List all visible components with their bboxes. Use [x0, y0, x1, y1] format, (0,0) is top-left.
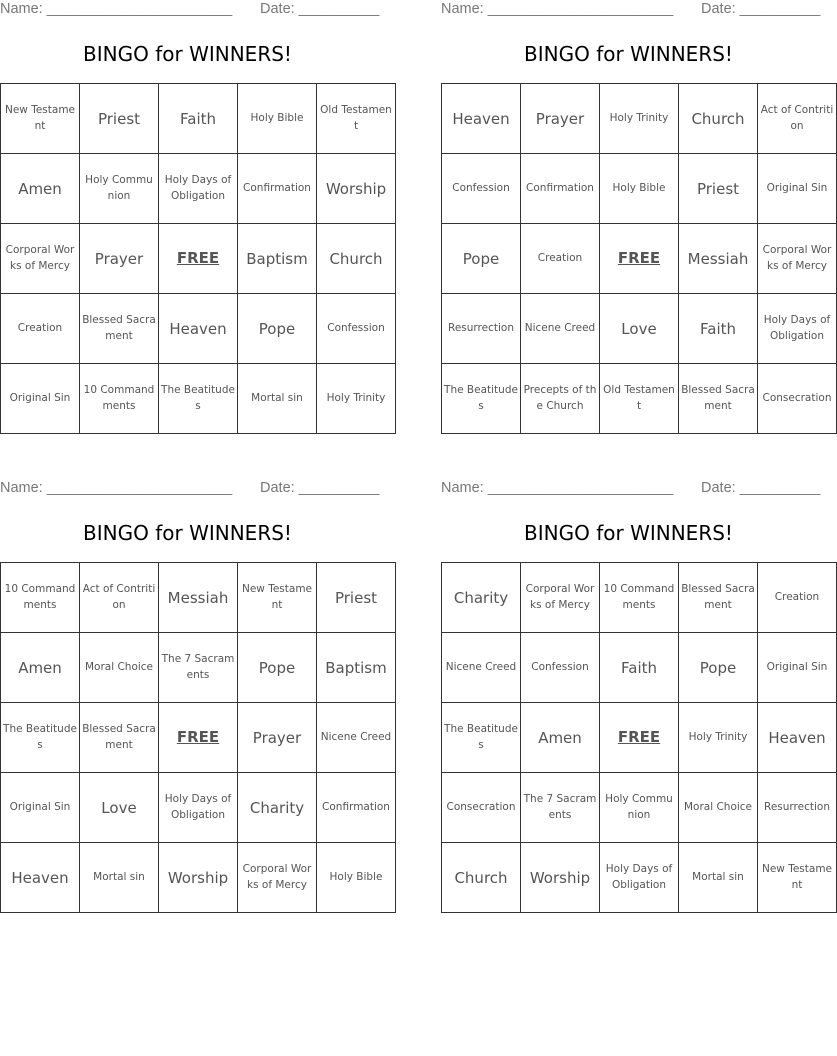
bingo-cell: The Beatitudes — [159, 364, 238, 434]
bingo-cell: Confirmation — [238, 154, 317, 224]
bingo-cell: Holy Days of Obligation — [159, 154, 238, 224]
bingo-cell: Act of Contrition — [758, 84, 837, 154]
bingo-cell: Creation — [1, 294, 80, 364]
date-field-label: Date: __________ — [701, 480, 821, 496]
bingo-cell: Precepts of the Church — [521, 364, 600, 434]
card-header — [441, 1, 821, 21]
bingo-cell: Holy Days of Obligation — [758, 294, 837, 364]
bingo-cell: Holy Bible — [317, 843, 396, 913]
bingo-row — [442, 364, 837, 434]
bingo-cell: Messiah — [159, 563, 238, 633]
bingo-cell: Love — [80, 773, 159, 843]
bingo-card — [441, 0, 834, 435]
date-field-label: Date: __________ — [701, 1, 821, 17]
bingo-row — [1, 84, 396, 154]
bingo-cell: Blessed Sacrament — [679, 563, 758, 633]
bingo-row — [442, 633, 837, 703]
bingo-cell: Worship — [159, 843, 238, 913]
bingo-cell: Original Sin — [758, 633, 837, 703]
bingo-cell: Church — [442, 843, 521, 913]
bingo-cell: Corporal Works of Mercy — [238, 843, 317, 913]
bingo-row — [442, 84, 837, 154]
bingo-row — [442, 843, 837, 913]
name-field-label: Name: _______________________ — [441, 1, 674, 17]
bingo-cell: Worship — [317, 154, 396, 224]
bingo-cell: Priest — [80, 84, 159, 154]
bingo-cell: Heaven — [442, 84, 521, 154]
bingo-cell: Holy Bible — [600, 154, 679, 224]
bingo-row — [1, 843, 396, 913]
card-title: BINGO for WINNERS! — [524, 42, 733, 66]
bingo-cell: The Beatitudes — [442, 364, 521, 434]
bingo-cell: Holy Days of Obligation — [159, 773, 238, 843]
bingo-cell: 10 Commandments — [1, 563, 80, 633]
bingo-cell: Resurrection — [758, 773, 837, 843]
bingo-cell: Holy Communion — [80, 154, 159, 224]
bingo-cell: Confirmation — [521, 154, 600, 224]
bingo-cell: Nicene Creed — [442, 633, 521, 703]
bingo-cell: Original Sin — [1, 364, 80, 434]
bingo-row — [1, 224, 396, 294]
bingo-cell: Church — [679, 84, 758, 154]
bingo-cell: Blessed Sacrament — [80, 294, 159, 364]
bingo-cell: Faith — [679, 294, 758, 364]
card-header — [441, 480, 821, 500]
bingo-row — [1, 633, 396, 703]
bingo-cell: 10 Commandments — [80, 364, 159, 434]
bingo-row — [442, 773, 837, 843]
bingo-cell: Old Testament — [317, 84, 396, 154]
bingo-cell: Faith — [159, 84, 238, 154]
bingo-cell: Old Testament — [600, 364, 679, 434]
bingo-cell: Love — [600, 294, 679, 364]
name-field-label: Name: _______________________ — [441, 480, 674, 496]
free-space-cell: FREE — [600, 703, 679, 773]
bingo-card — [441, 479, 833, 914]
card-header — [0, 1, 380, 21]
bingo-grid — [441, 562, 837, 913]
bingo-cell: Confirmation — [317, 773, 396, 843]
bingo-cell: Messiah — [679, 224, 758, 294]
bingo-cell: Creation — [758, 563, 837, 633]
bingo-cell: Consecration — [758, 364, 837, 434]
bingo-cell: Nicene Creed — [317, 703, 396, 773]
bingo-row — [1, 703, 396, 773]
bingo-cell: Heaven — [1, 843, 80, 913]
bingo-cell: Confession — [442, 154, 521, 224]
bingo-cell: Mortal sin — [238, 364, 317, 434]
bingo-cell: Creation — [521, 224, 600, 294]
bingo-cell: Church — [317, 224, 396, 294]
bingo-row — [442, 154, 837, 224]
bingo-cell: Holy Trinity — [317, 364, 396, 434]
bingo-cell: Holy Trinity — [679, 703, 758, 773]
bingo-cell: Heaven — [159, 294, 238, 364]
bingo-cell: Holy Trinity — [600, 84, 679, 154]
bingo-row — [1, 294, 396, 364]
bingo-cell: Blessed Sacrament — [80, 703, 159, 773]
bingo-cell: Corporal Works of Mercy — [521, 563, 600, 633]
bingo-grid — [0, 83, 396, 434]
bingo-card — [0, 0, 392, 435]
bingo-row — [1, 154, 396, 224]
bingo-cell: Confession — [317, 294, 396, 364]
bingo-cell: Pope — [679, 633, 758, 703]
bingo-row — [1, 563, 396, 633]
bingo-cell: New Testament — [1, 84, 80, 154]
bingo-row — [442, 703, 837, 773]
bingo-cell: 10 Commandments — [600, 563, 679, 633]
bingo-cell: Moral Choice — [679, 773, 758, 843]
bingo-grid — [0, 562, 396, 913]
bingo-row — [442, 224, 837, 294]
bingo-cell: Holy Communion — [600, 773, 679, 843]
bingo-cell: Amen — [521, 703, 600, 773]
bingo-cell: Prayer — [521, 84, 600, 154]
bingo-cell: Act of Contrition — [80, 563, 159, 633]
bingo-cell: Pope — [442, 224, 521, 294]
bingo-cell: Faith — [600, 633, 679, 703]
bingo-cell: Priest — [679, 154, 758, 224]
bingo-cell: Prayer — [80, 224, 159, 294]
card-title: BINGO for WINNERS! — [524, 521, 733, 545]
bingo-cell: Priest — [317, 563, 396, 633]
name-field-label: Name: _______________________ — [0, 1, 233, 17]
date-field-label: Date: __________ — [260, 480, 380, 496]
bingo-cell: Charity — [442, 563, 521, 633]
bingo-cell: Blessed Sacrament — [679, 364, 758, 434]
bingo-row — [1, 364, 396, 434]
bingo-row — [442, 294, 837, 364]
bingo-cell: Pope — [238, 294, 317, 364]
bingo-cell: Pope — [238, 633, 317, 703]
bingo-cell: Confession — [521, 633, 600, 703]
bingo-cell: Charity — [238, 773, 317, 843]
card-title: BINGO for WINNERS! — [83, 42, 292, 66]
bingo-cell: Holy Bible — [238, 84, 317, 154]
bingo-cell: Prayer — [238, 703, 317, 773]
bingo-cell: Heaven — [758, 703, 837, 773]
bingo-cell: Consecration — [442, 773, 521, 843]
bingo-card — [0, 479, 392, 914]
bingo-cell: Worship — [521, 843, 600, 913]
free-space-cell: FREE — [600, 224, 679, 294]
bingo-cell: Mortal sin — [679, 843, 758, 913]
bingo-cell: Corporal Works of Mercy — [1, 224, 80, 294]
bingo-cell: Original Sin — [758, 154, 837, 224]
card-title: BINGO for WINNERS! — [83, 521, 292, 545]
bingo-cell: New Testament — [758, 843, 837, 913]
bingo-cell: Moral Choice — [80, 633, 159, 703]
bingo-cell: Holy Days of Obligation — [600, 843, 679, 913]
bingo-cell: The Beatitudes — [1, 703, 80, 773]
bingo-cell: Baptism — [238, 224, 317, 294]
free-space-cell: FREE — [159, 703, 238, 773]
name-field-label: Name: _______________________ — [0, 480, 233, 496]
bingo-cell: Original Sin — [1, 773, 80, 843]
bingo-row — [442, 563, 837, 633]
bingo-row — [1, 773, 396, 843]
card-header — [0, 480, 380, 500]
bingo-cell: Amen — [1, 154, 80, 224]
bingo-cell: The 7 Sacraments — [159, 633, 238, 703]
bingo-cell: Corporal Works of Mercy — [758, 224, 837, 294]
date-field-label: Date: __________ — [260, 1, 380, 17]
bingo-grid — [441, 83, 837, 434]
bingo-cell: Nicene Creed — [521, 294, 600, 364]
bingo-cell: Amen — [1, 633, 80, 703]
bingo-cell: The Beatitudes — [442, 703, 521, 773]
bingo-cell: Baptism — [317, 633, 396, 703]
bingo-cell: Mortal sin — [80, 843, 159, 913]
bingo-cell: Resurrection — [442, 294, 521, 364]
bingo-cell: The 7 Sacraments — [521, 773, 600, 843]
free-space-cell: FREE — [159, 224, 238, 294]
bingo-cell: New Testament — [238, 563, 317, 633]
